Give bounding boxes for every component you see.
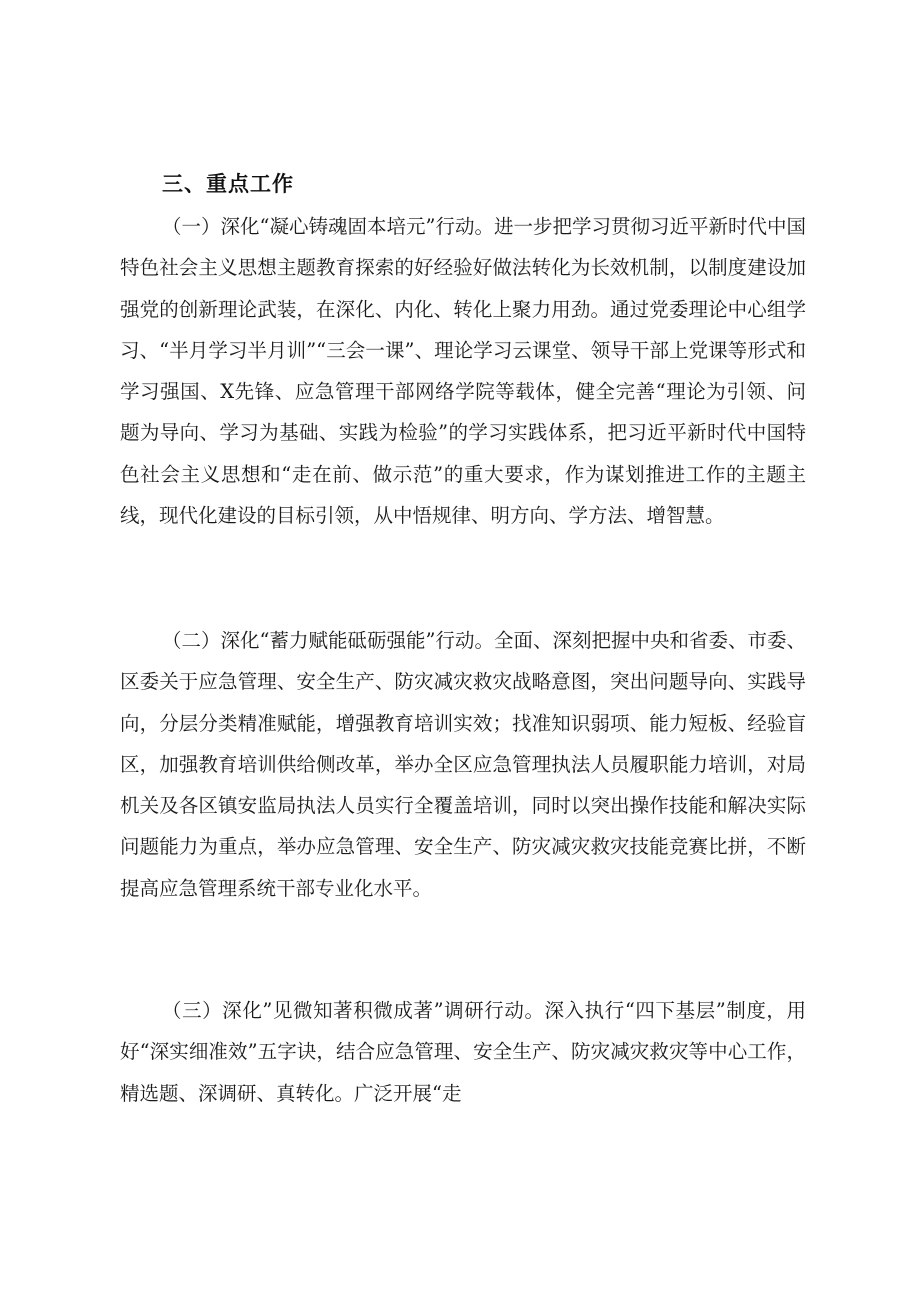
paragraph-1: （一）深化“凝心铸魂固本培元”行动。进一步把学习贯彻习近平新时代中国特色社会主义思想主题教育探索的好经验好做法转化为长效机制，以制度建设加强党的创新理论武装，在深化、内化、转化上聚力用劲。通过党委理论中心组学习、“半月学习半月训”“三会一课”、理论学习云课堂、领导干部上党课等形式和学习强国、X先锋、应急管理干部网络学院等载体，健全完善“理论为引领、问题为导向、学习为基础、实践为检验”的学习实践体系，把习近平新时代中国特色社会主义思想和“走在前、做示范”的重大要求，作为谋划推进工作的主题主线，现代化建设的目标引领，从中悟规律、明方向、学方法、增智慧。	[120, 215, 806, 528]
section-heading: 三、重点工作	[162, 172, 294, 196]
paragraph-3: （三）深化”见微知著积微成著”调研行动。深入执行“四下基层”制度，用好“深实细准效”五字诀，结合应急管理、安全生产、防灾减灾救灾等中心工作，精选题、深调研、真转化。广泛开展“走	[120, 999, 806, 1105]
paragraph-2: （二）深化“蓄力赋能砥砺强能”行动。全面、深刻把握中央和省委、市委、区委关于应急管理、安全生产、防灾减灾救灾战略意图，突出问题导向、实践导向，分层分类精准赋能，增强教育培训实效；找准知识弱项、能力短板、经验盲区，加强教育培训供给侧改革，举办全区应急管理执法人员履职能力培训，对局机关及各区镇安监局执法人员实行全覆盖培训，同时以突出操作技能和解决实际问题能力为重点，举办应急管理、安全生产、防灾减灾救灾技能竞赛比拼，不断提高应急管理系统干部专业化水平。	[120, 629, 806, 900]
